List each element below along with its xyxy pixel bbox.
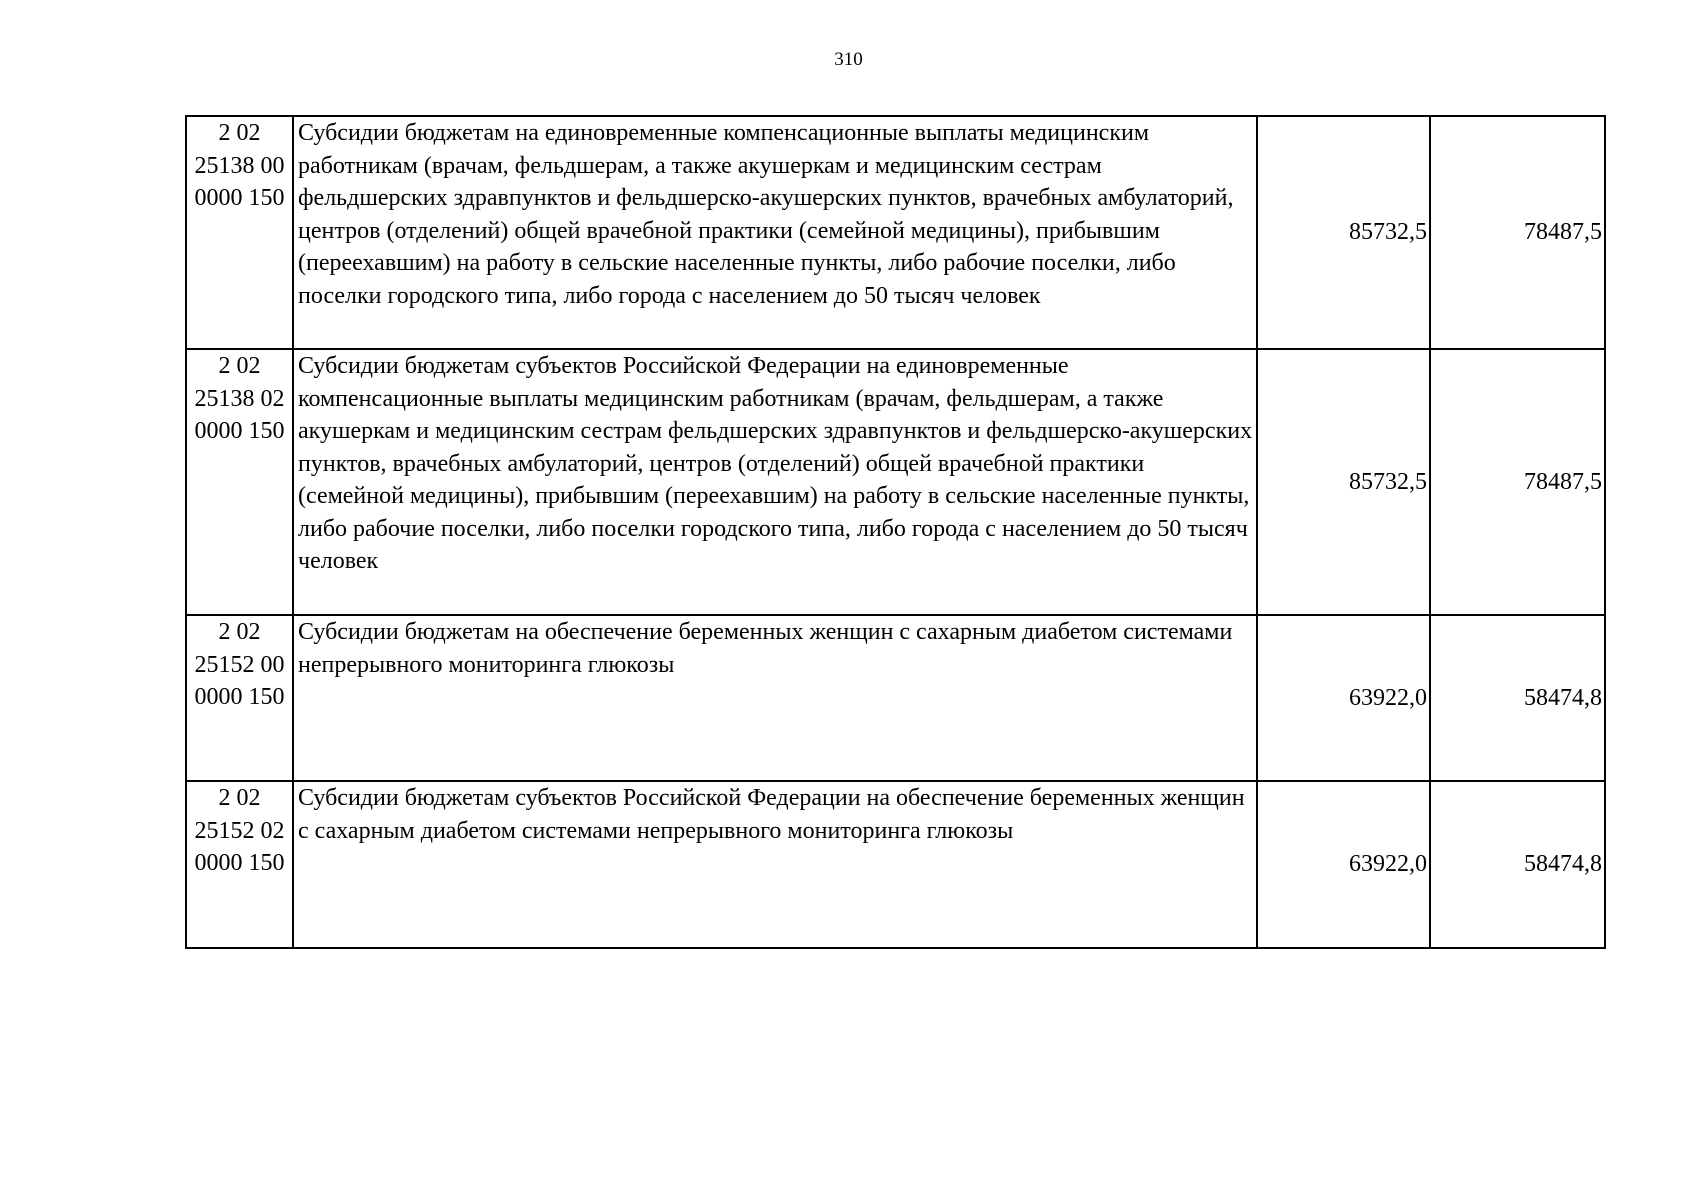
table-row bbox=[186, 116, 1605, 349]
budget-code-cell bbox=[186, 116, 293, 349]
code-line: 0000 150 bbox=[194, 850, 285, 876]
amount-cell-2: 58474,8 bbox=[1430, 615, 1605, 781]
budget-code-cell bbox=[186, 615, 293, 781]
amount-cell-2: 78487,5 bbox=[1430, 116, 1605, 349]
description-cell: Субсидии бюджетам на единовременные компенсационные выплаты медицинским работникам (врачам, фельдшерам, а также акушеркам и медицинским сестрам фельдшерских здравпунктов и фельдшерско-акушерских пунктов, врачебных амбулаторий, центров (отделений) общей врачебной практики (семейной медицины), прибывшим (переехавшим) на работу в сельские населенные пункты, либо рабочие поселки, либо поселки городского типа, либо города с населением до 50 тысяч человек bbox=[293, 116, 1257, 349]
code-line: 25138 00 bbox=[194, 152, 285, 179]
table-row bbox=[186, 349, 1605, 615]
table-row bbox=[186, 615, 1605, 781]
amount-cell-1: 63922,0 bbox=[1257, 781, 1430, 948]
code-line: 25138 02 bbox=[194, 385, 285, 412]
code-line: 0000 150 bbox=[194, 185, 285, 211]
budget-code-cell bbox=[186, 781, 293, 948]
code-line: 25152 02 bbox=[194, 817, 285, 844]
table-row bbox=[186, 781, 1605, 948]
budget-table bbox=[185, 115, 1606, 949]
page-number: 310 bbox=[834, 49, 863, 70]
budget-code-cell bbox=[186, 349, 293, 615]
amount-cell-1: 63922,0 bbox=[1257, 615, 1430, 781]
amount-cell-1: 85732,5 bbox=[1257, 116, 1430, 349]
code-line: 2 02 bbox=[218, 619, 261, 645]
description-cell: Субсидии бюджетам субъектов Российской Федерации на единовременные компенсационные выплаты медицинским работникам (врачам, фельдшерам, а также акушеркам и медицинским сестрам фельдшерских здравпунктов и фельдшерско-акушерских пунктов, врачебных амбулаторий, центров (отделений) общей врачебной практики (семейной медицины), прибывшим (переехавшим) на работу в сельские населенные пункты, либо рабочие поселки, либо поселки городского типа, либо города с населением до 50 тысяч человек bbox=[293, 349, 1257, 615]
code-line: 2 02 bbox=[218, 353, 261, 379]
amount-cell-2: 78487,5 bbox=[1430, 349, 1605, 615]
code-line: 0000 150 bbox=[194, 684, 285, 710]
code-line: 2 02 bbox=[218, 785, 261, 811]
description-cell: Субсидии бюджетам на обеспечение беременных женщин с сахарным диабетом системами непрерывного мониторинга глюкозы bbox=[293, 615, 1257, 781]
code-line: 0000 150 bbox=[194, 418, 285, 444]
code-line: 2 02 bbox=[218, 120, 261, 146]
amount-cell-2: 58474,8 bbox=[1430, 781, 1605, 948]
description-cell: Субсидии бюджетам субъектов Российской Федерации на обеспечение беременных женщин с сахарным диабетом системами непрерывного мониторинга глюкозы bbox=[293, 781, 1257, 948]
amount-cell-1: 85732,5 bbox=[1257, 349, 1430, 615]
code-line: 25152 00 bbox=[194, 651, 285, 678]
